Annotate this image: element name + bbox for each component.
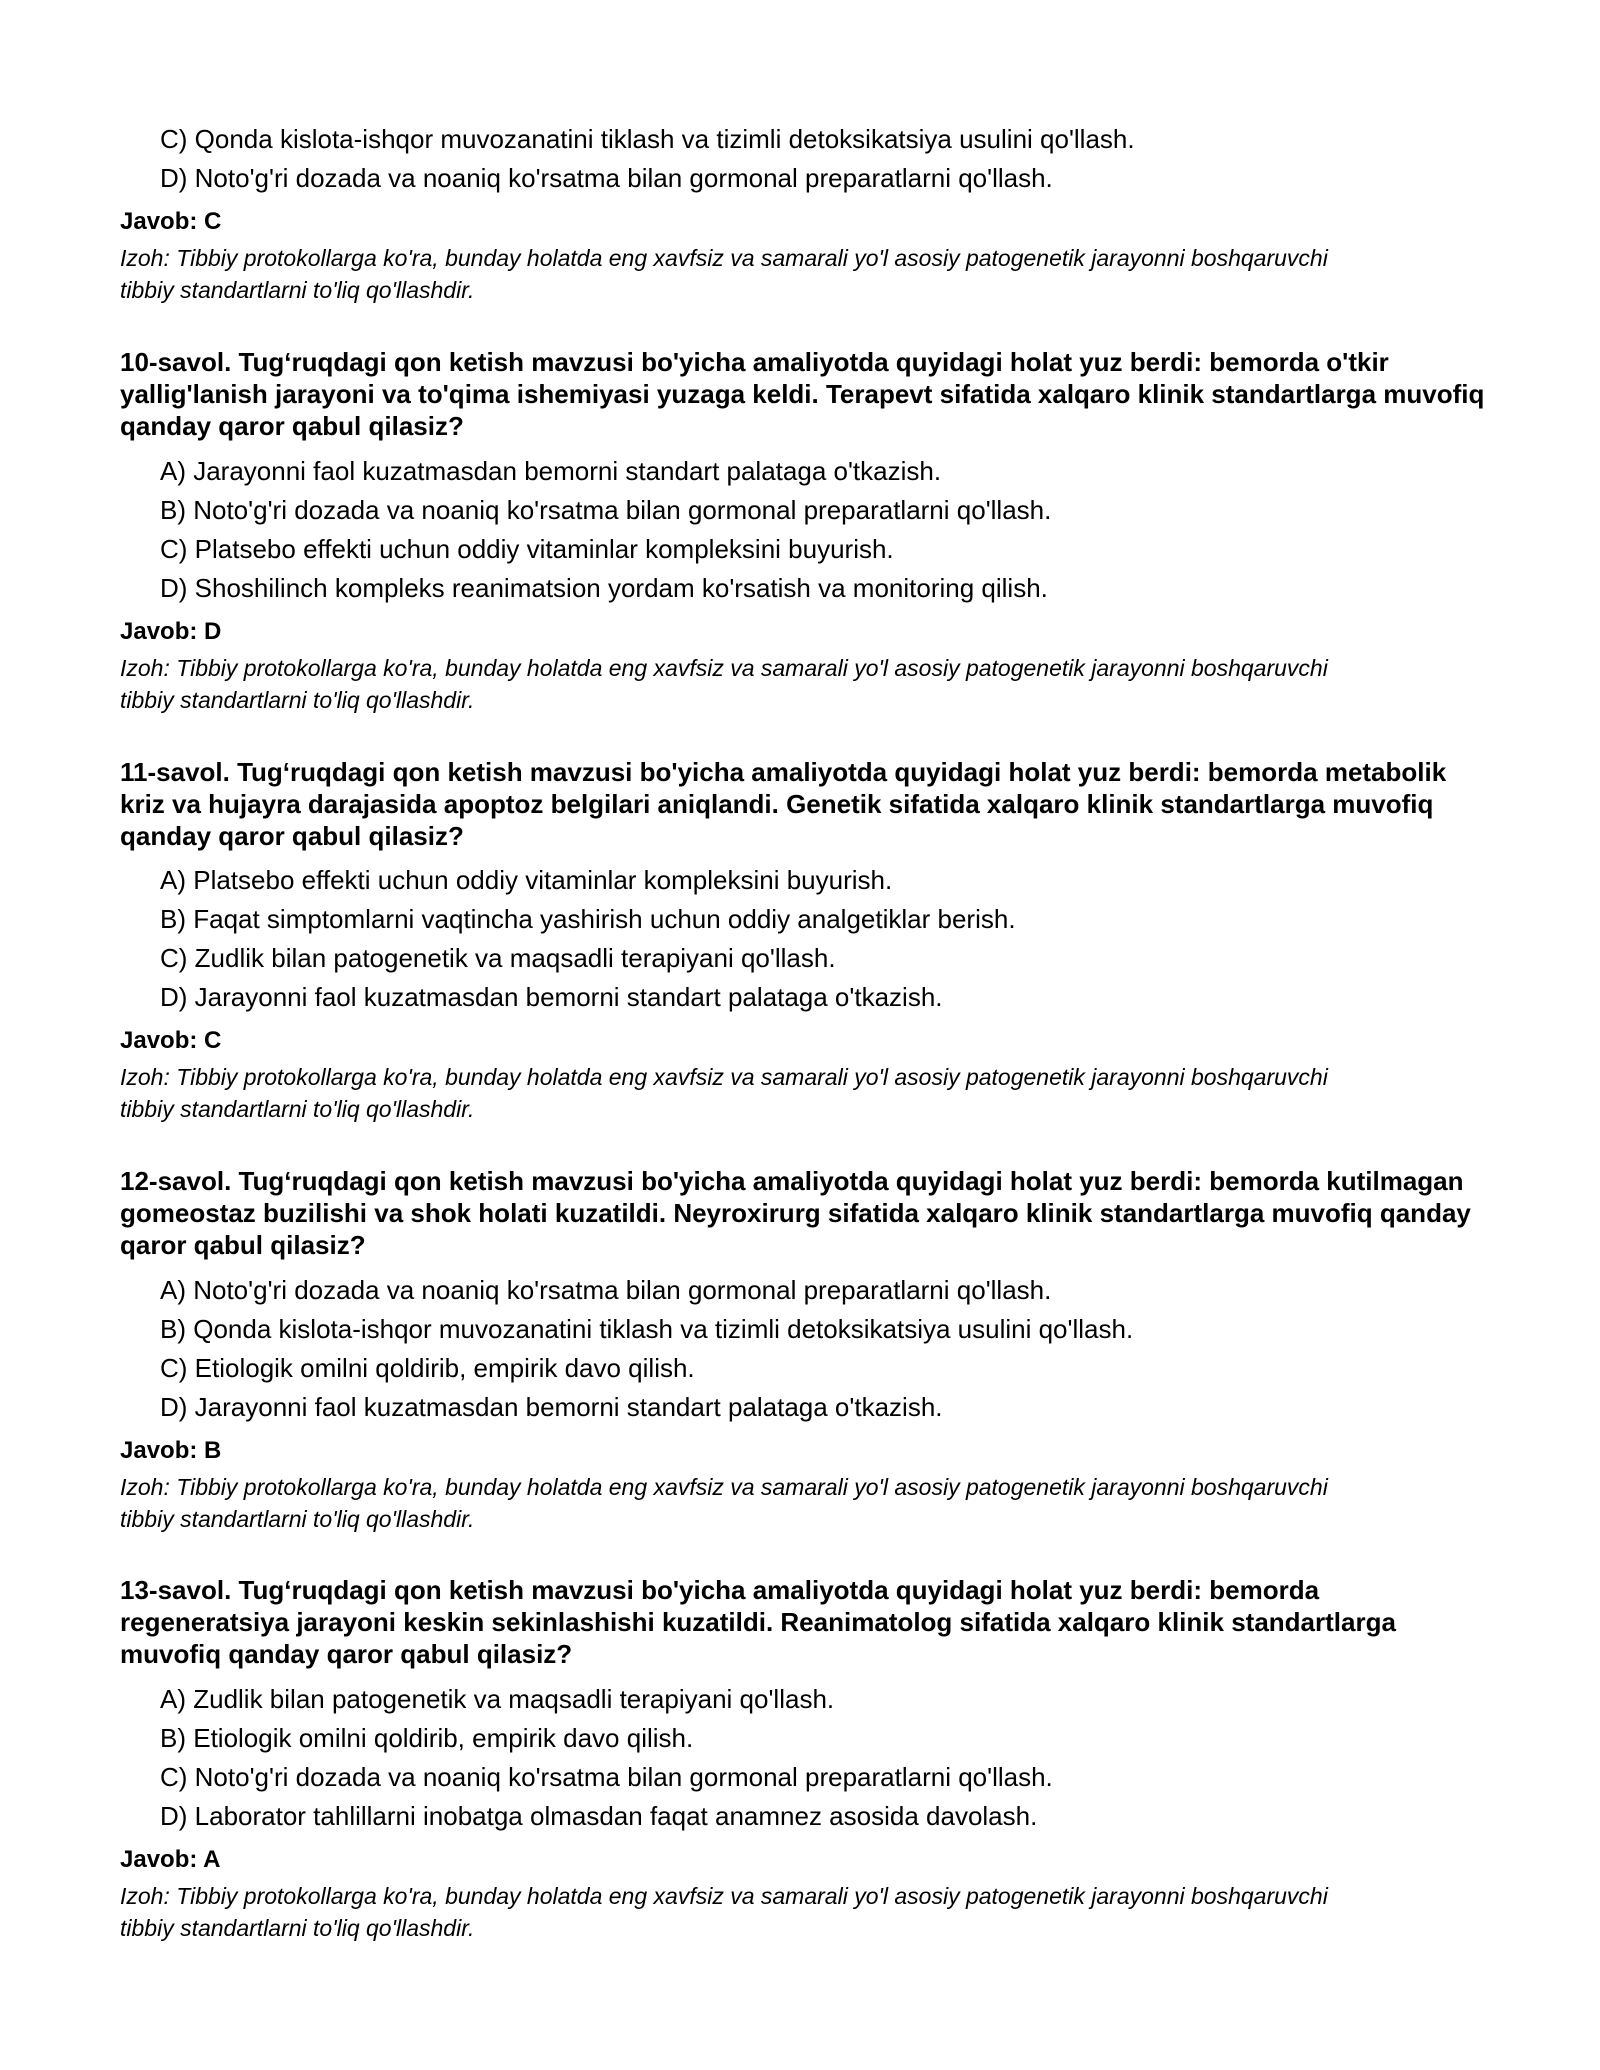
question-text: 10-savol. Tug‘ruqdagi qon ketish mavzusi bo'yicha amaliyotda quyidagi holat yuz berdi: bemorda o'tkir yallig'lanish jarayoni va to'qima ishemiyasi yuzaga keldi. Terapevt sifatida xalqaro klinik standartlarga muvofiq qanday qaror qabul qilasiz?	[120, 347, 1485, 441]
question-text: 13-savol. Tug‘ruqdagi qon ketish mavzusi bo'yicha amaliyotda quyidagi holat yuz berdi: bemorda regeneratsiya jarayoni keskin sekinlashishi kuzatildi. Reanimatolog sifatida xalqaro klinik standartlarga muvofiq qanday qaror qabul qilasiz?	[120, 1575, 1396, 1669]
option-d: D) Shoshilinch kompleks reanimatsion yordam ko'rsatish va monitoring qilish.	[160, 573, 1048, 603]
answer-label: Javob: D	[120, 618, 222, 645]
explanation-note: Izoh: Tibbiy protokollarga ko'ra, bunday holatda eng xavfsiz va samarali yo'l asosiy patogenetik jarayonni boshqaruvchi tibbiy standartlarni to'liq qo'llashdir.	[120, 655, 1328, 713]
option-b: B) Faqat simptomlarni vaqtincha yashirish uchun oddiy analgetiklar berish.	[160, 904, 1016, 934]
option-d: D) Jarayonni faol kuzatmasdan bemorni standart palataga o'tkazish.	[160, 982, 943, 1012]
explanation-note: Izoh: Tibbiy protokollarga ko'ra, bunday holatda eng xavfsiz va samarali yo'l asosiy patogenetik jarayonni boshqaruvchi tibbiy standartlarni to'liq qo'llashdir.	[120, 1474, 1328, 1532]
option-c: C) Zudlik bilan patogenetik va maqsadli terapiyani qo'llash.	[160, 943, 836, 973]
option-b: B) Etiologik omilni qoldirib, empirik davo qilish.	[160, 1723, 694, 1753]
explanation-note: Izoh: Tibbiy protokollarga ko'ra, bunday holatda eng xavfsiz va samarali yo'l asosiy patogenetik jarayonni boshqaruvchi tibbiy standartlarni to'liq qo'llashdir.	[120, 1064, 1328, 1122]
option-a: A) Noto'g'ri dozada va noaniq ko'rsatma bilan gormonal preparatlarni qo'llash.	[160, 1275, 1052, 1305]
explanation-note: Izoh: Tibbiy protokollarga ko'ra, bunday holatda eng xavfsiz va samarali yo'l asosiy patogenetik jarayonni boshqaruvchi tibbiy standartlarni to'liq qo'llashdir.	[120, 245, 1328, 303]
option-a: A) Zudlik bilan patogenetik va maqsadli terapiyani qo'llash.	[160, 1684, 835, 1714]
question-text: 12-savol. Tug‘ruqdagi qon ketish mavzusi bo'yicha amaliyotda quyidagi holat yuz berdi: bemorda kutilmagan gomeostaz buzilishi va shok holati kuzatildi. Neyroxirurg sifatida xalqaro klinik standartlarga muvofiq qanday qaror qabul qilasiz?	[120, 1166, 1471, 1260]
answer-label: Javob: C	[120, 208, 222, 235]
option-c: C) Etiologik omilni qoldirib, empirik davo qilish.	[160, 1353, 695, 1383]
option-a: A) Jarayonni faol kuzatmasdan bemorni standart palataga o'tkazish.	[160, 456, 942, 486]
option-c: C) Qonda kislota-ishqor muvozanatini tiklash va tizimli detoksikatsiya usulini qo'llash.	[160, 124, 1135, 154]
answer-label: Javob: A	[120, 1846, 221, 1873]
explanation-note: Izoh: Tibbiy protokollarga ko'ra, bunday holatda eng xavfsiz va samarali yo'l asosiy patogenetik jarayonni boshqaruvchi tibbiy standartlarni to'liq qo'llashdir.	[120, 1883, 1328, 1941]
option-d: D) Jarayonni faol kuzatmasdan bemorni standart palataga o'tkazish.	[160, 1392, 943, 1422]
option-b: B) Noto'g'ri dozada va noaniq ko'rsatma bilan gormonal preparatlarni qo'llash.	[160, 495, 1052, 525]
option-c: C) Noto'g'ri dozada va noaniq ko'rsatma bilan gormonal preparatlarni qo'llash.	[160, 1762, 1053, 1792]
answer-label: Javob: C	[120, 1027, 222, 1054]
option-a: A) Platsebo effekti uchun oddiy vitaminlar kompleksini buyurish.	[160, 865, 893, 895]
option-c: C) Platsebo effekti uchun oddiy vitaminlar kompleksini buyurish.	[160, 534, 894, 564]
answer-label: Javob: B	[120, 1437, 222, 1464]
question-text: 11-savol. Tug‘ruqdagi qon ketish mavzusi bo'yicha amaliyotda quyidagi holat yuz berdi: bemorda metabolik kriz va hujayra darajasida apoptoz belgilari aniqlandi. Genetik sifatida xalqaro klinik standartlarga muvofiq qanday qaror qabul qilasiz?	[120, 757, 1447, 851]
option-b: B) Qonda kislota-ishqor muvozanatini tiklash va tizimli detoksikatsiya usulini qo'llash.	[160, 1314, 1134, 1344]
option-d: D) Noto'g'ri dozada va noaniq ko'rsatma bilan gormonal preparatlarni qo'llash.	[160, 163, 1053, 193]
option-d: D) Laborator tahlillarni inobatga olmasdan faqat anamnez asosida davolash.	[160, 1801, 1038, 1831]
